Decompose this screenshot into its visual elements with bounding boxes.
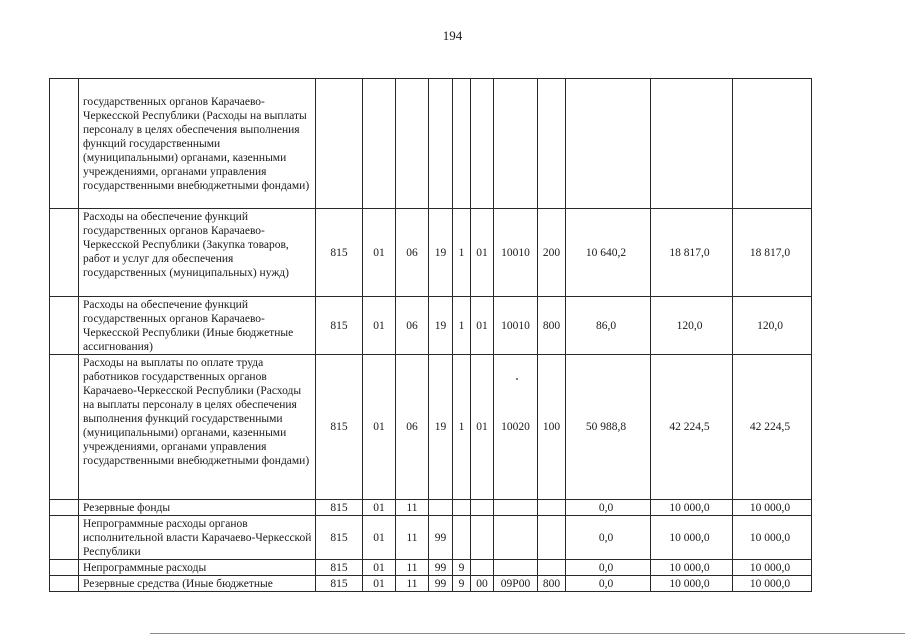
row-name-cell: государственных органов Карачаево-Черкесской Республики (Расходы на выплаты персоналу в целях обеспечения выполнения функций государственными (муниципальными) органами, казенными учреждениями, органами управления государственными внебюджетными фондами) bbox=[79, 79, 316, 209]
code-cell: 01 bbox=[363, 297, 396, 355]
row-name-cell: Расходы на обеспечение функций государственных органов Карачаево-Черкесской Республики (Иные бюджетные ассигнования) bbox=[79, 297, 316, 355]
code-cell bbox=[538, 560, 566, 576]
code-cell: 19 bbox=[429, 297, 453, 355]
code-cell: 815 bbox=[316, 560, 363, 576]
code-cell bbox=[453, 516, 471, 560]
row-number-cell bbox=[50, 576, 79, 592]
amount-cell: 10 640,2 bbox=[566, 209, 651, 297]
code-cell: 1 bbox=[453, 297, 471, 355]
row-name-cell: Непрограммные расходы bbox=[79, 560, 316, 576]
table-row bbox=[50, 516, 812, 560]
row-number-cell bbox=[50, 297, 79, 355]
code-cell bbox=[471, 560, 494, 576]
code-cell bbox=[494, 500, 538, 516]
row-name-cell: Расходы на выплаты по оплате труда работников государственных органов Карачаево-Черкесской Республики (Расходы на выплаты персоналу в целях обеспечения выполнения функций государственными (муниципальными) органами, казенными учреждениями, органами управления государственными внебюджетными фондами) bbox=[79, 355, 316, 500]
code-cell bbox=[453, 79, 471, 209]
amount-cell: 18 817,0 bbox=[733, 209, 812, 297]
code-cell: 11 bbox=[396, 576, 429, 592]
code-cell: 10010 bbox=[494, 297, 538, 355]
row-number-cell bbox=[50, 209, 79, 297]
table-row bbox=[50, 576, 812, 592]
code-cell: 06 bbox=[396, 355, 429, 500]
amount-cell: 18 817,0 bbox=[651, 209, 733, 297]
code-cell: 01 bbox=[363, 500, 396, 516]
code-cell: 19 bbox=[429, 209, 453, 297]
code-cell: 01 bbox=[363, 209, 396, 297]
code-cell: 11 bbox=[396, 516, 429, 560]
amount-cell: 10 000,0 bbox=[651, 560, 733, 576]
row-number-cell bbox=[50, 355, 79, 500]
table-body bbox=[50, 79, 812, 592]
code-cell bbox=[471, 500, 494, 516]
code-cell bbox=[453, 500, 471, 516]
amount-cell bbox=[566, 79, 651, 209]
row-name-cell: Резервные средства (Иные бюджетные bbox=[79, 576, 316, 592]
code-cell: 815 bbox=[316, 297, 363, 355]
code-cell: 99 bbox=[429, 516, 453, 560]
code-cell: 06 bbox=[396, 297, 429, 355]
code-cell: 01 bbox=[363, 576, 396, 592]
amount-cell: 10 000,0 bbox=[733, 516, 812, 560]
code-cell: 815 bbox=[316, 516, 363, 560]
code-cell bbox=[494, 560, 538, 576]
code-cell bbox=[396, 79, 429, 209]
row-name-cell: Расходы на обеспечение функций государственных органов Карачаево-Черкесской Республики (Закупка товаров, работ и услуг для обеспечения государственных (муниципальных) нужд) bbox=[79, 209, 316, 297]
code-cell: 06 bbox=[396, 209, 429, 297]
row-name-cell: Непрограммные расходы органов исполнительной власти Карачаево-Черкесской Республики bbox=[79, 516, 316, 560]
code-cell bbox=[494, 516, 538, 560]
code-cell: 01 bbox=[471, 209, 494, 297]
code-cell: 800 bbox=[538, 576, 566, 592]
code-cell: 9 bbox=[453, 560, 471, 576]
row-number-cell bbox=[50, 516, 79, 560]
code-cell: 10020 bbox=[494, 355, 538, 500]
code-cell bbox=[363, 79, 396, 209]
code-cell: 815 bbox=[316, 500, 363, 516]
code-cell bbox=[538, 516, 566, 560]
row-number-cell bbox=[50, 560, 79, 576]
amount-cell: 10 000,0 bbox=[651, 516, 733, 560]
amount-cell: 50 988,8 bbox=[566, 355, 651, 500]
amount-cell: 86,0 bbox=[566, 297, 651, 355]
code-cell: 815 bbox=[316, 355, 363, 500]
amount-cell: 10 000,0 bbox=[651, 576, 733, 592]
code-cell: 815 bbox=[316, 209, 363, 297]
code-cell bbox=[429, 79, 453, 209]
table-row bbox=[50, 500, 812, 516]
code-cell: 200 bbox=[538, 209, 566, 297]
scan-dot bbox=[516, 378, 518, 380]
amount-cell: 120,0 bbox=[733, 297, 812, 355]
code-cell: 00 bbox=[471, 576, 494, 592]
code-cell: 11 bbox=[396, 560, 429, 576]
code-cell: 01 bbox=[363, 355, 396, 500]
code-cell: 19 bbox=[429, 355, 453, 500]
amount-cell: 0,0 bbox=[566, 500, 651, 516]
amount-cell: 10 000,0 bbox=[733, 500, 812, 516]
code-cell: 100 bbox=[538, 355, 566, 500]
code-cell: 815 bbox=[316, 576, 363, 592]
table-row bbox=[50, 209, 812, 297]
code-cell: 1 bbox=[453, 355, 471, 500]
code-cell: 9 bbox=[453, 576, 471, 592]
amount-cell bbox=[733, 79, 812, 209]
code-cell bbox=[471, 79, 494, 209]
row-name-cell: Резервные фонды bbox=[79, 500, 316, 516]
page-number: 194 bbox=[442, 28, 463, 43]
code-cell: 1 bbox=[453, 209, 471, 297]
code-cell: 01 bbox=[471, 297, 494, 355]
amount-cell: 10 000,0 bbox=[733, 560, 812, 576]
code-cell bbox=[538, 79, 566, 209]
code-cell: 01 bbox=[363, 516, 396, 560]
code-cell bbox=[471, 516, 494, 560]
bottom-rule bbox=[150, 633, 905, 634]
table-row bbox=[50, 79, 812, 209]
amount-cell: 42 224,5 bbox=[651, 355, 733, 500]
table-row bbox=[50, 297, 812, 355]
row-number-cell bbox=[50, 79, 79, 209]
code-cell: 99 bbox=[429, 560, 453, 576]
amount-cell: 0,0 bbox=[566, 576, 651, 592]
code-cell: 99 bbox=[429, 576, 453, 592]
budget-table bbox=[49, 78, 812, 592]
code-cell bbox=[494, 79, 538, 209]
row-number-cell bbox=[50, 500, 79, 516]
code-cell bbox=[316, 79, 363, 209]
code-cell: 01 bbox=[471, 355, 494, 500]
amount-cell: 42 224,5 bbox=[733, 355, 812, 500]
amount-cell bbox=[651, 79, 733, 209]
code-cell: 800 bbox=[538, 297, 566, 355]
amount-cell: 120,0 bbox=[651, 297, 733, 355]
code-cell bbox=[538, 500, 566, 516]
amount-cell: 0,0 bbox=[566, 560, 651, 576]
code-cell: 01 bbox=[363, 560, 396, 576]
amount-cell: 10 000,0 bbox=[733, 576, 812, 592]
code-cell bbox=[429, 500, 453, 516]
amount-cell: 10 000,0 bbox=[651, 500, 733, 516]
table-row bbox=[50, 355, 812, 500]
code-cell: 09Р00 bbox=[494, 576, 538, 592]
amount-cell: 0,0 bbox=[566, 516, 651, 560]
code-cell: 10010 bbox=[494, 209, 538, 297]
code-cell: 11 bbox=[396, 500, 429, 516]
table-row bbox=[50, 560, 812, 576]
